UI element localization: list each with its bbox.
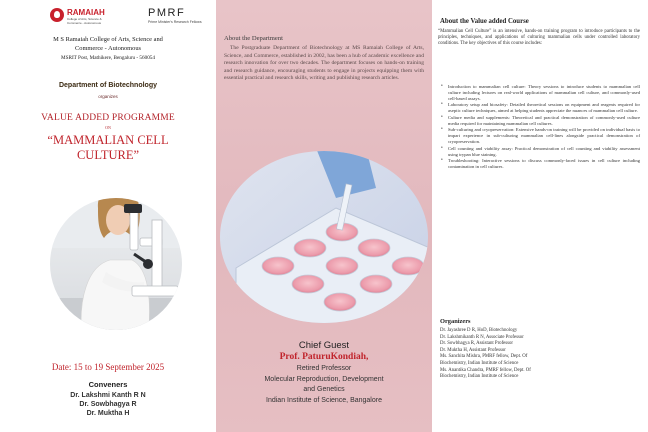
department-name: Department of Biotechnology xyxy=(58,82,157,89)
programme-title: VALUE ADDED PROGRAMME xyxy=(41,113,175,123)
objective-item: • Cell counting and viability assay: Practical demonstration of cell counting and viability assessment using trypan blue staining. xyxy=(440,146,640,158)
organizer-line: Ms. Sanchita Mishra, PMRF fellow, Dept. Of xyxy=(440,354,528,360)
logo-row xyxy=(50,6,216,32)
pmrf-logo: PMRF xyxy=(148,7,186,19)
objective-item: • Laboratory setup and biosafety: Detailed theoretical sessions on equipment and reagents required for aseptic culture techniques, aimed at helping students appreciate the nuances of mammalian cell culture. xyxy=(440,102,640,114)
organizer-line: Dr. Muktha H, Assistant Professor xyxy=(440,347,506,353)
organizer-line: Dr. Jayashree D R, HoD, Biotechnology xyxy=(440,328,518,333)
objective-item: • Sub-culturing and cryopreservation: Extensive hands-on training will be provided on individual basis to impart experience in sub-culturing mammalian cell-lines alongside practical demonstration of cryopreservation. xyxy=(440,127,640,145)
organizes-label: organizes xyxy=(98,94,118,99)
about-department-text: The Postgraduate Department of Biotechnology at MS Ramaiah College of Arts, Science, and Commerce, established in 2002, has been a hub of academic excellence and research innovation for over two decades. The department focuses on hands-on training and research guidance, encouraging students to engage in projects equipping them with essential practical and research skills, writing and publishing research articles. xyxy=(224,45,424,82)
college-address: MSRIT Post, Mathikere, Bengaluru - 560054 xyxy=(61,55,155,61)
conveners-list xyxy=(0,391,216,419)
left-panel xyxy=(0,0,216,432)
convener-name: Dr. Muktha H xyxy=(86,410,130,418)
organizers-list xyxy=(440,328,640,381)
chief-guest-heading: Chief Guest xyxy=(298,340,350,351)
ramaiah-logo-name: RAMAIAH xyxy=(67,8,105,17)
college-name-line1: M S Ramaiah College of Arts, Science and xyxy=(53,36,163,43)
conveners-heading: Conveners xyxy=(88,380,128,389)
objective-item: • Culture media and supplements: Theoretical and practical demonstration of commonly-used culture media required for maintaining mammalian cell cultures. xyxy=(440,115,640,127)
course-objectives-list xyxy=(440,84,640,170)
convener-name: Dr. Lakshmi Kanth R N xyxy=(70,392,146,399)
organizer-line: Biochemistry, Indian Institute of Science xyxy=(440,374,519,380)
programme-date: Date: 15 to 19 September 2025 xyxy=(51,362,165,372)
objective-item: • Introduction to mammalian cell culture: Theory sessions to introduce students to mammalian cell culture including lectures on real-world applications of mammalian cell culture, and commonly-used cell-based assays. xyxy=(440,84,640,102)
chief-guest-details xyxy=(216,364,432,406)
chief-guest-detail-line: and Genetics xyxy=(303,386,345,393)
scientist-microscope-photo xyxy=(48,168,184,358)
organizer-line: Dr. Sowbhagya R, Assistant Professor xyxy=(440,341,514,347)
college-block xyxy=(0,35,216,63)
programme-on-label: ON xyxy=(105,125,111,130)
cell-culture-plates-photo xyxy=(216,148,432,326)
chief-guest-detail-line: Retired Professor xyxy=(296,365,352,372)
course-title-line1: “MAMMALIAN CELL xyxy=(47,133,169,147)
chief-guest-detail-line: Indian Institute of Science, Bangalore xyxy=(266,396,382,404)
chief-guest-name: Prof. PaturuKondiah, xyxy=(279,352,369,362)
right-panel xyxy=(432,0,648,432)
organizer-line: Biochemistry, Indian Institute of Science xyxy=(440,360,519,366)
ramaiah-logo-subtitle: College of Arts, Science & Commerce - Autonomous xyxy=(67,17,102,25)
about-course-heading: About the Value added Course xyxy=(440,18,529,25)
chief-guest-detail-line: Molecular Reproduction, Development xyxy=(264,375,384,383)
objective-item: • Troubleshooting: Interactive sessions to discuss commonly-faced issues in cell culture including contamination in cell cultures. xyxy=(440,158,640,170)
college-name-line2: Commerce - Autonomous xyxy=(74,45,142,52)
convener-name: Dr. Sowbhagya R xyxy=(79,401,137,409)
ramaiah-logo-icon xyxy=(50,8,64,22)
pmrf-logo-subtitle: Prime Minister's Research Fellows xyxy=(148,20,202,24)
organizer-line: Ms. Anantika Chandra, PMRF fellow, Dept. Of xyxy=(440,367,531,373)
organizers-heading: Organizers xyxy=(440,318,471,325)
organizer-line: Dr. Lakshmikanth R N, Associate Professor xyxy=(440,334,524,340)
course-title xyxy=(0,133,216,163)
middle-panel xyxy=(216,0,432,432)
course-title-line2: CULTURE” xyxy=(76,148,140,162)
about-department-heading: About the Department xyxy=(224,35,283,42)
about-course-intro: “Mammalian Cell Culture” is an intensive, hands-on training program to introduce participants to the principles, techniques, and applications of culturing mammalian cells under controlled laboratory conditions. The key objectives of this course includes: xyxy=(438,29,640,47)
